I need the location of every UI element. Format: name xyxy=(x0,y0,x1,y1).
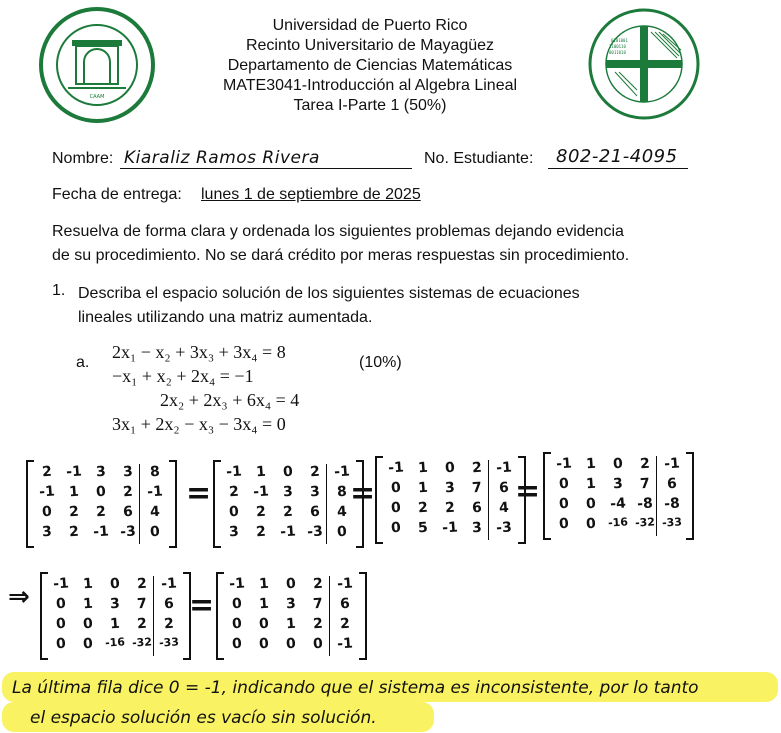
matrix-entry: 1 xyxy=(255,463,267,481)
conclusion-line-2: el espacio solución es vacío sin solución. xyxy=(30,708,377,728)
matrix-entry: 2 xyxy=(255,523,267,541)
matrix-entry: -3 xyxy=(306,523,324,541)
matrix-entry: -33 xyxy=(661,515,683,530)
matrix-entry: -33 xyxy=(158,635,180,650)
matrix-entry: 3 xyxy=(309,483,321,501)
matrix-entry: -1 xyxy=(333,463,351,481)
equals-sign: = xyxy=(350,476,376,511)
augment-divider xyxy=(488,460,489,540)
header-assignment: Tarea I-Parte 1 (50%) xyxy=(293,97,447,114)
matrix-entry: -32 xyxy=(131,635,153,650)
matrix-entry: 0 xyxy=(231,595,243,613)
matrix-entry: 0 xyxy=(82,615,94,633)
matrix-entry: 3 xyxy=(282,483,294,501)
augment-divider xyxy=(656,456,657,536)
matrix-entry: 2 xyxy=(68,503,80,521)
matrix-entry: 3 xyxy=(471,519,483,537)
matrix-entry: 0 xyxy=(585,515,597,533)
matrix-entry: -1 xyxy=(441,519,459,537)
matrix-entry: -1 xyxy=(555,455,573,473)
matrix-entry: 0 xyxy=(585,495,597,513)
matrix-entry: -1 xyxy=(336,635,354,653)
matrix-entry: 6 xyxy=(339,595,351,613)
matrix-entry: -8 xyxy=(663,495,681,513)
matrix-entry: 0 xyxy=(558,515,570,533)
matrix-entry: -3 xyxy=(495,519,513,537)
equation-row: 3x₁ + 2x₂ − x₃ − 3x₄ = 0 xyxy=(112,414,286,434)
matrix-entry: 7 xyxy=(136,595,148,613)
matrix-entry: 3 xyxy=(41,523,53,541)
matrix-entry: -1 xyxy=(387,459,405,477)
matrix-entry: 6 xyxy=(309,503,321,521)
svg-text:0101001: 0101001 xyxy=(611,38,628,43)
matrix-entry: -1 xyxy=(160,575,178,593)
matrix-entry: 0 xyxy=(285,635,297,653)
matrix-entry: -1 xyxy=(92,523,110,541)
matrix-entry: 2 xyxy=(41,463,53,481)
matrix-right-bracket xyxy=(356,460,364,548)
matrix-entry: -3 xyxy=(119,523,137,541)
augmented-matrix-3 xyxy=(375,456,526,544)
matrix-right-bracket xyxy=(359,572,367,660)
matrix-entry: 0 xyxy=(82,635,94,653)
matrix-entry: 0 xyxy=(149,523,161,541)
matrix-entry: 8 xyxy=(336,483,348,501)
conclusion-line-1: La última fila dice 0 = -1, indicando que el sistema es inconsistente, por lo tanto xyxy=(12,678,699,698)
equals-sign: = xyxy=(515,474,541,509)
matrix-entry: -1 xyxy=(228,575,246,593)
matrix-entry: 0 xyxy=(312,635,324,653)
matrix-entry: 1 xyxy=(258,595,270,613)
name-underline xyxy=(120,168,412,169)
matrix-right-bracket xyxy=(183,572,191,660)
matrix-entry: 0 xyxy=(336,523,348,541)
matrix-entry: 0 xyxy=(55,615,67,633)
matrix-entry: 1 xyxy=(258,575,270,593)
matrix-entry: 0 xyxy=(109,575,121,593)
matrix-entry: 2 xyxy=(136,575,148,593)
equation-row: 2x₁ − x₂ + 3x₃ + 3x₄ = 8 xyxy=(112,342,286,362)
matrix-entry: 0 xyxy=(95,483,107,501)
svg-text:1100110: 1100110 xyxy=(609,44,626,49)
matrix-entry: 2 xyxy=(312,575,324,593)
matrix-entry: -1 xyxy=(225,463,243,481)
name-value: Kiaraliz Ramos Rivera xyxy=(124,148,320,168)
matrix-entry: 3 xyxy=(109,595,121,613)
matrix-entry: 0 xyxy=(612,455,624,473)
matrix-entry: 2 xyxy=(309,463,321,481)
matrix-entry: 2 xyxy=(417,499,429,517)
math-department-logo xyxy=(585,2,703,130)
matrix-entry: 6 xyxy=(471,499,483,517)
matrix-entry: 5 xyxy=(417,519,429,537)
svg-text:CAAM: CAAM xyxy=(89,94,105,100)
matrix-entry: 7 xyxy=(639,475,651,493)
header-course: MATE3041-Introducción al Algebra Lineal xyxy=(222,77,518,94)
matrix-entry: -4 xyxy=(609,495,627,513)
augmented-matrix-5 xyxy=(40,572,191,660)
matrix-entry: -8 xyxy=(636,495,654,513)
matrix-entry: 1 xyxy=(585,455,597,473)
matrix-entry: 2 xyxy=(136,615,148,633)
matrix-entry: 0 xyxy=(258,635,270,653)
matrix-entry: -1 xyxy=(38,483,56,501)
matrix-entry: 0 xyxy=(258,615,270,633)
equation-row: 2x₂ + 2x₃ + 6x₄ = 4 xyxy=(160,390,300,410)
matrix-entry: 2 xyxy=(163,615,175,633)
student-number-underline xyxy=(548,168,688,169)
matrix-entry: 4 xyxy=(336,503,348,521)
matrix-entry: 0 xyxy=(390,519,402,537)
due-date-value: lunes 1 de septiembre de 2025 xyxy=(201,186,421,203)
part-a-label: a. xyxy=(76,354,90,371)
problem-line-1: Describa el espacio solución de los siguientes sistemas de ecuaciones xyxy=(78,285,580,302)
instructions xyxy=(52,220,752,268)
matrix-entry: 1 xyxy=(82,575,94,593)
equation-system xyxy=(112,342,342,452)
svg-text:0011010: 0011010 xyxy=(609,50,626,55)
student-number-value: 802-21-4095 xyxy=(556,146,678,167)
augment-divider xyxy=(329,576,330,656)
matrix-entry: 2 xyxy=(282,503,294,521)
problem-number: 1. xyxy=(52,282,66,299)
augmented-matrix-1 xyxy=(26,460,177,548)
matrix-entry: -32 xyxy=(634,515,656,530)
document-header xyxy=(150,16,590,116)
matrix-entry: 0 xyxy=(558,495,570,513)
matrix-left-bracket xyxy=(213,460,221,548)
matrix-entry: 3 xyxy=(122,463,134,481)
matrix-entry: -1 xyxy=(495,459,513,477)
part-a-weight: (10%) xyxy=(359,354,402,371)
matrix-entry: -1 xyxy=(336,575,354,593)
uprm-seal-logo xyxy=(38,6,156,124)
matrix-entry: 1 xyxy=(68,483,80,501)
matrix-entry: 2 xyxy=(95,503,107,521)
matrix-entry: 0 xyxy=(41,503,53,521)
implies-arrow-icon: ⇒ xyxy=(8,582,30,612)
student-number-label: No. Estudiante: xyxy=(424,150,534,167)
matrix-entry: 6 xyxy=(122,503,134,521)
matrix-entry: -1 xyxy=(279,523,297,541)
matrix-entry: -1 xyxy=(65,463,83,481)
matrix-entry: 3 xyxy=(228,523,240,541)
matrix-entry: 3 xyxy=(612,475,624,493)
matrix-left-bracket xyxy=(543,452,551,540)
matrix-entry: 2 xyxy=(444,499,456,517)
matrix-entry: 1 xyxy=(82,595,94,613)
matrix-entry: -16 xyxy=(607,515,629,530)
matrix-entry: 7 xyxy=(471,479,483,497)
matrix-entry: 2 xyxy=(255,503,267,521)
header-department: Departamento de Ciencias Matemáticas xyxy=(227,57,513,74)
matrix-entry: 3 xyxy=(285,595,297,613)
matrix-entry: 2 xyxy=(339,615,351,633)
matrix-entry: 2 xyxy=(122,483,134,501)
matrix-entry: 1 xyxy=(417,479,429,497)
augment-divider xyxy=(139,464,140,544)
augment-divider xyxy=(326,464,327,544)
matrix-entry: 0 xyxy=(282,463,294,481)
augmented-matrix-2 xyxy=(213,460,364,548)
equals-sign: = xyxy=(189,588,215,623)
augmented-matrix-4 xyxy=(543,452,694,540)
matrix-entry: 2 xyxy=(471,459,483,477)
matrix-entry: 0 xyxy=(228,503,240,521)
header-university: Universidad de Puerto Rico xyxy=(272,17,468,34)
matrix-entry: 0 xyxy=(285,575,297,593)
matrix-entry: 2 xyxy=(639,455,651,473)
matrix-right-bracket xyxy=(686,452,694,540)
augmented-matrix-6 xyxy=(216,572,367,660)
instructions-line-1: Resuelva de forma clara y ordenada los siguientes problemas dejando evidencia xyxy=(52,223,624,240)
matrix-entry: 6 xyxy=(666,475,678,493)
matrix-entry: 1 xyxy=(585,475,597,493)
augment-divider xyxy=(153,576,154,656)
equals-sign: = xyxy=(186,476,212,511)
matrix-entry: 8 xyxy=(149,463,161,481)
matrix-entry: 6 xyxy=(498,479,510,497)
matrix-entry: -1 xyxy=(52,575,70,593)
matrix-entry: 2 xyxy=(228,483,240,501)
matrix-entry: 0 xyxy=(390,479,402,497)
matrix-right-bracket xyxy=(169,460,177,548)
name-label: Nombre: xyxy=(52,150,114,167)
matrix-entry: 6 xyxy=(163,595,175,613)
matrix-entry: 0 xyxy=(231,635,243,653)
matrix-entry: 1 xyxy=(109,615,121,633)
matrix-left-bracket xyxy=(26,460,34,548)
matrix-entry: 1 xyxy=(417,459,429,477)
matrix-entry: 0 xyxy=(55,635,67,653)
matrix-entry: 3 xyxy=(444,479,456,497)
matrix-right-bracket xyxy=(518,456,526,544)
problem-line-2: lineales utilizando una matriz aumentada. xyxy=(78,309,373,326)
matrix-entry: 1 xyxy=(285,615,297,633)
equation-row: −x₁ + x₂ + 2x₄ = −1 xyxy=(112,366,254,386)
matrix-left-bracket xyxy=(216,572,224,660)
matrix-entry: 4 xyxy=(149,503,161,521)
matrix-entry: -1 xyxy=(663,455,681,473)
matrix-left-bracket xyxy=(375,456,383,544)
header-campus: Recinto Universitario de Mayagüez xyxy=(245,37,495,54)
matrix-entry: -1 xyxy=(252,483,270,501)
matrix-entry: 2 xyxy=(68,523,80,541)
matrix-entry: 0 xyxy=(390,499,402,517)
matrix-entry: 0 xyxy=(55,595,67,613)
matrix-entry: 0 xyxy=(444,459,456,477)
due-date-label: Fecha de entrega: xyxy=(52,186,182,203)
matrix-entry: 2 xyxy=(312,615,324,633)
matrix-entry: -16 xyxy=(104,635,126,650)
matrix-entry: -1 xyxy=(146,483,164,501)
problem-statement xyxy=(78,282,698,330)
matrix-left-bracket xyxy=(40,572,48,660)
matrix-entry: 3 xyxy=(95,463,107,481)
matrix-entry: 7 xyxy=(312,595,324,613)
instructions-line-2: de su procedimiento. No se dará crédito por meras respuestas sin procedimiento. xyxy=(52,247,630,264)
matrix-entry: 0 xyxy=(558,475,570,493)
matrix-entry: 4 xyxy=(498,499,510,517)
matrix-entry: 0 xyxy=(231,615,243,633)
